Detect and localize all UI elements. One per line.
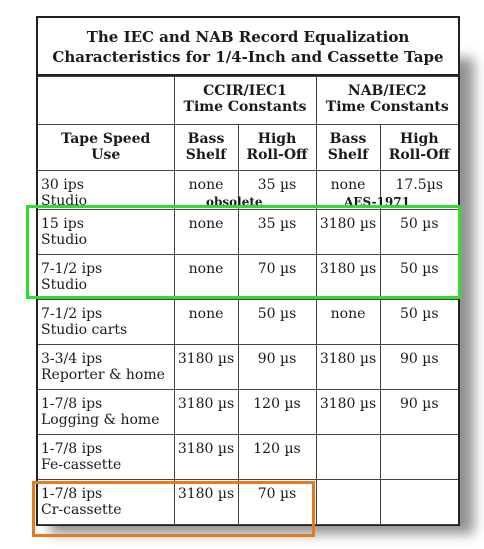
use-text: Studio (41, 277, 88, 293)
ccir-bass-cell: none (174, 300, 238, 345)
ccir-high-header (238, 125, 316, 171)
ccir-bass-cell: none (174, 171, 238, 210)
ccir-high-cell: 50 µs (238, 300, 316, 345)
nab-bass-cell: 3180 µs (316, 345, 380, 390)
group-header-row (38, 77, 458, 125)
nab-group-header (316, 77, 458, 125)
bass-label: Bass (187, 131, 225, 147)
use-text: Studio (41, 193, 88, 209)
nab-title: NAB/IEC2 (347, 83, 427, 99)
nab-high-cell (380, 435, 458, 480)
use-label: Use (91, 147, 121, 163)
ccir-bass-cell: 3180 µs (174, 435, 238, 480)
ccir-bass-cell: 3180 µs (174, 390, 238, 435)
nab-bass-header (316, 125, 380, 171)
ccir-high-cell: 70 µs (238, 480, 316, 525)
nab-bass-cell (316, 480, 380, 525)
ccir-subtitle: Time Constants (183, 99, 307, 115)
ccir-title: CCIR/IEC1 (203, 83, 287, 99)
title-line-1: The IEC and NAB Record Equalization (86, 28, 410, 46)
table-title (38, 18, 458, 76)
bass-label: Bass (329, 131, 367, 147)
aes-1971-note: AES-1971 (344, 195, 410, 209)
speed-text: 15 ips (41, 216, 84, 232)
speed-text: 1-7/8 ips (41, 441, 103, 457)
nab-subtitle: Time Constants (325, 99, 449, 115)
shelf-label: Shelf (185, 147, 227, 163)
ccir-high-cell: 35 µs (238, 210, 316, 255)
nab-bass-cell: 3180 µs (316, 390, 380, 435)
ccir-group-header (174, 77, 316, 125)
ccir-bass-cell: 3180 µs (174, 480, 238, 525)
empty-corner-cell (38, 77, 174, 125)
use-text: Reporter & home (41, 367, 165, 383)
speed-text: 7-1/2 ips (41, 261, 103, 277)
use-text: Studio (41, 232, 88, 248)
tape-speed-cell (38, 390, 174, 435)
tape-speed-use-header (38, 125, 174, 171)
ccir-high-cell: 120 µs (238, 435, 316, 480)
tape-speed-cell (38, 345, 174, 390)
column-header-row (38, 125, 458, 171)
nab-high-cell: 50 µs (380, 300, 458, 345)
table-row (38, 300, 458, 345)
use-text: Logging & home (41, 412, 160, 428)
ccir-high-cell: 90 µs (238, 345, 316, 390)
nab-high-header (380, 125, 458, 171)
nab-high-cell: 50 µs (380, 255, 458, 300)
speed-text: 1-7/8 ips (41, 486, 103, 502)
ccir-high-cell: 35 µs (238, 171, 316, 210)
nab-bass-cell: none (316, 300, 380, 345)
green-highlight-box (26, 205, 461, 299)
nab-high-cell: 50 µs (380, 210, 458, 255)
tape-speed-label: Tape Speed (61, 131, 151, 147)
ccir-bass-cell: none (174, 255, 238, 300)
nab-high-cell: 90 µs (380, 345, 458, 390)
nab-high-cell: 17.5µs (380, 171, 458, 210)
table-row (38, 390, 458, 435)
ccir-bass-cell: none (174, 210, 238, 255)
rolloff-label: Roll-Off (388, 147, 450, 163)
tape-speed-cell (38, 171, 174, 210)
nab-high-cell (380, 480, 458, 525)
obsolete-note: obsolete (206, 195, 263, 209)
high-label: High (257, 131, 297, 147)
ccir-bass-header (174, 125, 238, 171)
speed-text: 7-1/2 ips (41, 306, 103, 322)
rolloff-label: Roll-Off (246, 147, 308, 163)
shelf-label: Shelf (327, 147, 369, 163)
speed-text: 30 ips (41, 177, 84, 193)
nab-bass-cell: 3180 µs (316, 210, 380, 255)
high-label: High (399, 131, 439, 147)
table-row (38, 345, 458, 390)
use-text: Studio carts (41, 322, 128, 338)
ccir-high-cell: 120 µs (238, 390, 316, 435)
orange-highlight-box (32, 481, 315, 537)
nab-bass-cell (316, 435, 380, 480)
speed-text: 3-3/4 ips (41, 351, 103, 367)
ccir-bass-cell: 3180 µs (174, 345, 238, 390)
nab-bass-cell: 3180 µs (316, 255, 380, 300)
table-row (38, 435, 458, 480)
equalization-table (38, 76, 458, 525)
tape-speed-cell (38, 300, 174, 345)
tape-speed-cell (38, 435, 174, 480)
speed-text: 1-7/8 ips (41, 396, 103, 412)
use-text: Fe-cassette (41, 457, 122, 473)
ccir-high-cell: 70 µs (238, 255, 316, 300)
use-text: Cr-cassette (41, 502, 122, 518)
nab-high-cell: 90 µs (380, 390, 458, 435)
title-line-2: Characteristics for 1/4-Inch and Cassette Tape (52, 48, 444, 66)
nab-bass-cell: none (316, 171, 380, 210)
